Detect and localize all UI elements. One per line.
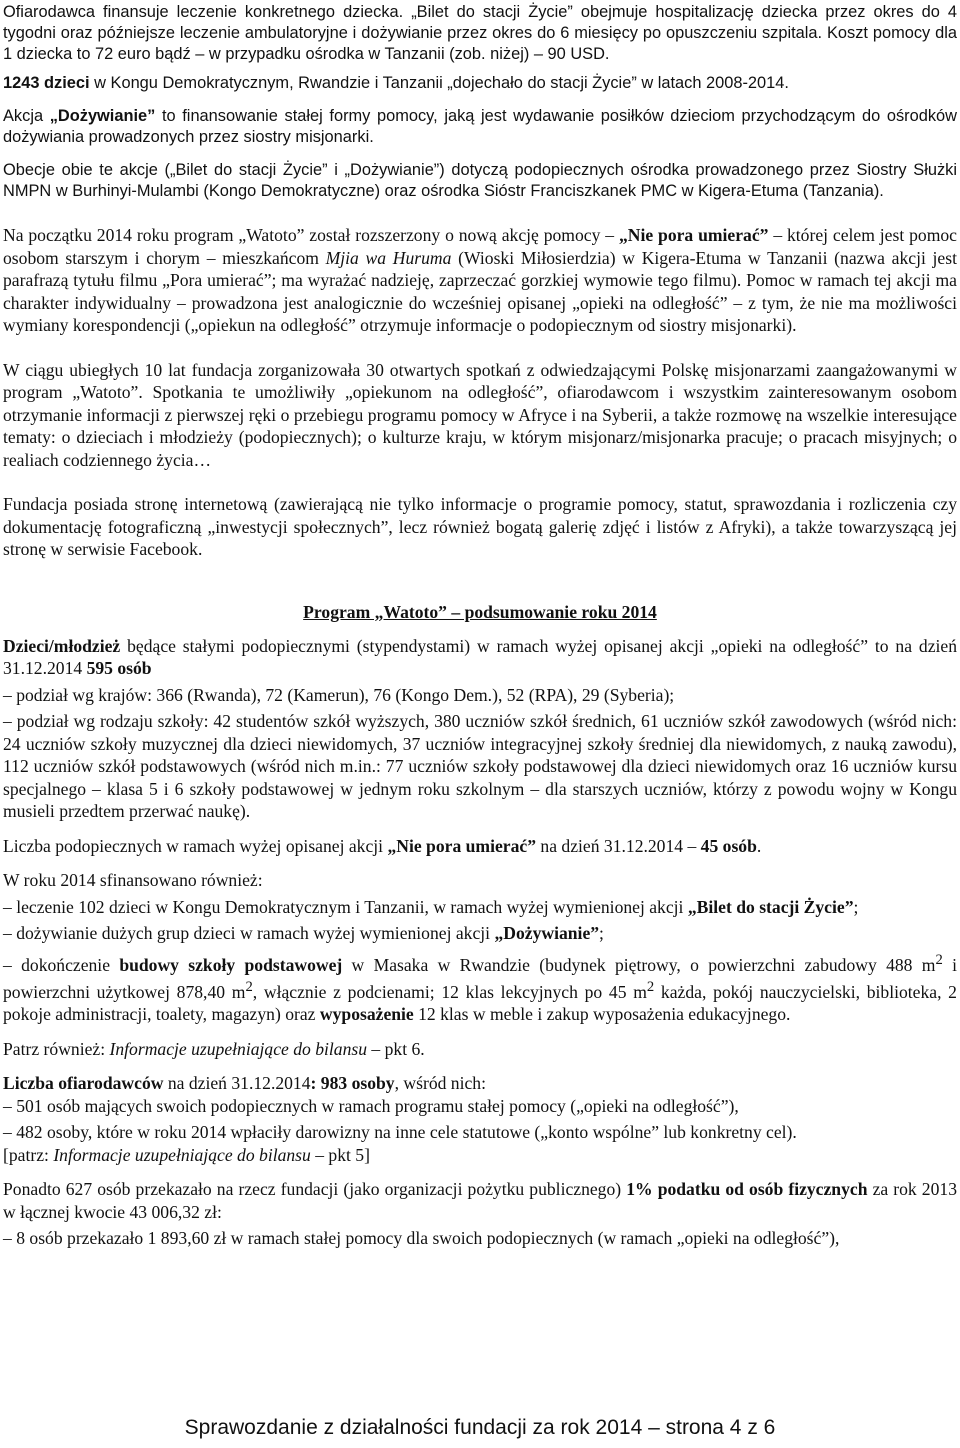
list-item-one-percent-sponsors: [3, 1227, 957, 1250]
bold-text: 1243 dzieci: [3, 74, 90, 92]
paragraph-one-percent: [3, 1178, 957, 1223]
italic-text: Mjia wa Huruma: [325, 247, 452, 268]
text: – 482 osoby, które w roku 2014 wpłaciły darowizny na inne cele statutowe („konto wspólne” lub konkretny cel).: [3, 1122, 797, 1143]
bold-text: 595 osób: [86, 658, 152, 678]
text: W ciągu ubiegłych 10 lat fundacja zorganizowała 30 otwartych spotkań z odwiedzającymi Polskę misjonarzami zaangażowanymi w program „Watoto”. Spotkania te umożliwiły „opiekunom na odległość”, ofiarodawcom i wszystkim zainteresowanym osobom otrzymanie informacji z pierwszej ręki o przebiegu programu pomocy w Afryce i na Syberii, a także rozmowę na wszelkie interesujące tematy: o dzieciach i młodzieży (podopiecznych); o kulturze kraju, w którym misjonarz/misjonarka pracuje; o pracach misyjnych; o realiach codziennego życia…: [3, 359, 957, 470]
text: na dzień 31.12.2014: [163, 1073, 311, 1094]
text: [patrz:: [3, 1144, 54, 1165]
superscript: 2: [245, 978, 253, 995]
bold-text: 45 osób: [700, 835, 757, 856]
text: – 8 osób przekazało 1 893,60 zł w ramach stałej pomocy dla swoich podopiecznych (w ramach „opieki na odległość”),: [3, 1228, 840, 1249]
text: Ofiarodawca finansuje leczenie konkretnego dziecka. „Bilet do stacji Życie” obejmuje hospitalizację dziecka przez okres do 4 tygodni oraz późniejsze leczenie ambulatoryjne i dożywianie przez okres do 6 miesięcy po opuszczeniu szpitala. Koszt pomocy dla 1 dziecka to 72 euro bądź – w przypadku ośrodka w Tanzanii (zob. niżej) – 90 USD.: [3, 3, 957, 63]
text: – podział wg krajów: 366 (Rwanda), 72 (Kamerun), 76 (Kongo Dem.), 52 (RPA), 29 (Syberia);: [3, 684, 675, 705]
text: i powierzchni użytkowej 878,40 m: [3, 954, 957, 1002]
text: Fundacja posiada stronę internetową (zawierającą nie tylko informacje o programie pomocy, statut, sprawozdania i rozliczenia czy dokumentację fotograficzną „inwestycji społecznych”, lecz również bogatą galerię zdjęć i listów z Afryki), a także towarzyszącą jej stronę w serwisie Facebook.: [3, 494, 957, 559]
bold-text: budowy szkoły podstawowej: [119, 954, 343, 975]
list-item-donors-other: [3, 1121, 957, 1144]
text: – leczenie 102 dzieci w Kongu Demokratycznym i Tanzanii, w ramach wyżej wymienionej akcji: [3, 896, 688, 917]
list-item-school-building: [3, 949, 957, 1026]
text: W roku 2014 sfinansowano również:: [3, 870, 263, 890]
text: (Wioski Miłosierdzia) w Kigera-Etuma w Tanzanii (nazwa akcji jest parafrazą tytułu filmu „Pora umierać”; ma wyrażać nadzieję, zaprzeczać gorzkiej wymowie tego filmu). Pomoc w ramach tej akcji ma charakter indywidualny – prowadzona jest analogicznie do wcześniej opisanej „opieki na odległość” – z tym, że nie ma możliwości wymiany korespondencji („opiekun na odległość” otrzymuje informacje o podopiecznym od siostry misjonarki).: [3, 247, 957, 335]
bold-text: Liczba ofiarodawców: [3, 1073, 164, 1094]
text: , włącznie z podcienami; 12 klas lekcyjnych po 45 m: [252, 981, 647, 1002]
text: , wśród nich:: [394, 1073, 486, 1094]
text: będące stałymi podopiecznymi (stypendystami) w ramach wyżej opisanej akcji „opieki na odległość” to na dzień 31.12.2014: [3, 635, 957, 678]
section-heading: Program „Watoto” – podsumowanie roku 2014: [303, 601, 657, 622]
text: – podział wg rodzaju szkoły: 42 studentów szkół wyższych, 380 uczniów szkół średnich, 61 uczniów szkół zawodowych (wśród nich: 24 uczniów szkoły muzycznej dla dzieci niewidomych, 37 uczniów integracyjnej szkoły średniej dla niewidomych, z nauką zawodu), 112 uczniów szkół podstawowych (wśród nich m.in.: 77 uczniów szkoły podstawowej dla dzieci niewidomych oraz 16 uczniów kursu specjalnego – klasa 5 i 6 szkoły podstawowej w jednym roku szkolnym – dla starszych uczniów, którzy z powodu wojny w Kongu musieli przedtem przerwać naukę).: [3, 711, 957, 821]
superscript: 2: [935, 951, 943, 968]
bold-text: „Dożywianie”: [49, 107, 156, 125]
bold-text: Dzieci/młodzież: [3, 635, 121, 656]
text: Akcja: [3, 107, 50, 125]
text: – której celem jest pomoc osobom starszym i chorym – mieszkańcom: [3, 225, 957, 268]
list-item-treatment: [3, 896, 957, 919]
bold-text: „Bilet do stacji Życie”: [687, 896, 854, 917]
text: – pkt 6.: [367, 1038, 425, 1059]
text: ;: [853, 896, 859, 917]
bold-text: wyposażenie: [319, 1004, 414, 1025]
text: to finansowanie stałej formy pomocy, jaką jest wydawanie posiłków dzieciom przychodzącym do ośrodków dożywiania prowadzonych przez siostry misjonarki.: [3, 107, 958, 146]
text: Liczba podopiecznych w ramach wyżej opisanej akcji: [3, 835, 388, 856]
bold-text: : 983 osoby: [310, 1073, 395, 1094]
text: ;: [599, 923, 604, 943]
text: za rok 2013 w łącznej kwocie 43 006,32 zł:: [3, 1179, 957, 1222]
paragraph-financed-also: [3, 869, 957, 892]
text: – dożywianie dużych grup dzieci w ramach wyżej wymienionej akcji: [3, 923, 495, 943]
text: w Kongu Demokratycznym, Rwandzie i Tanzanii „dojechało do stacji Życie” w latach 2008-2014.: [89, 74, 789, 92]
paragraph-nie-pora-count: [3, 835, 957, 858]
paragraph-children-count: [3, 73, 957, 94]
text: Na początku 2014 roku program „Watoto” został rozszerzony o nową akcję pomocy –: [3, 225, 619, 245]
paragraph-bilet-description: [3, 2, 957, 65]
list-item-donors-sponsors: [3, 1095, 957, 1118]
bold-text: „Nie pora umierać”: [618, 225, 769, 245]
bold-text: „Dożywianie”: [494, 923, 600, 943]
italic-text: Informacje uzupełniające do bilansu: [109, 1038, 368, 1059]
page-footer: Sprawozdanie z działalności fundacji za rok 2014 – strona 4 z 6: [184, 1416, 776, 1439]
italic-text: Informacje uzupełniające do bilansu: [53, 1144, 311, 1165]
bold-text: „Nie pora umierać”: [387, 835, 536, 856]
text: – 501 osób mających swoich podopiecznych w ramach programu stałej pomocy („opieki na odległość”),: [3, 1095, 739, 1116]
list-item-countries: [3, 684, 957, 707]
superscript: 2: [646, 978, 655, 995]
text: 12 klas w meble i zakup wyposażenia edukacyjnego.: [413, 1004, 791, 1025]
list-item-feeding: [3, 922, 957, 945]
paragraph-dozywianie: [3, 106, 957, 148]
paragraph-beneficiaries: [3, 635, 957, 680]
bold-text: 1% podatku od osób fizycznych: [626, 1179, 868, 1200]
paragraph-see-also: [3, 1038, 957, 1061]
paragraph-see-also-5: [3, 1144, 957, 1167]
paragraph-meetings: [3, 359, 957, 472]
text: Ponadto 627 osób przekazało na rzecz fundacji (jako organizacji pożytku publicznego): [3, 1179, 627, 1200]
paragraph-website: [3, 493, 957, 561]
text: .: [756, 835, 762, 856]
paragraph-current-actions: [3, 160, 957, 202]
text: na dzień 31.12.2014 –: [536, 835, 701, 856]
text: w Masaka w Rwandzie (budynek piętrowy, o powierzchni zabudowy 488 m: [342, 954, 936, 975]
paragraph-nie-pora-umierac: [3, 224, 957, 337]
list-item-schools: [3, 710, 957, 823]
text: każda, pokój nauczycielski, biblioteka, 2 pokoje administracji, toalety, magazyn) oraz: [3, 981, 957, 1025]
text: Patrz również:: [3, 1038, 110, 1059]
paragraph-donors: [3, 1072, 957, 1095]
text: – pkt 5]: [310, 1144, 370, 1165]
text: Obecje obie te akcje („Bilet do stacji Życie” i „Dożywianie”) dotyczą podopiecznych ośrodka prowadzonego przez Siostry Służki NMPN w Burhinyi-Mulambi (Kongo Demokratyczne) oraz ośrodka Sióstr Franciszkanek PMC w Kigera-Etuma (Tanzania).: [3, 161, 957, 200]
text: – dokończenie: [3, 954, 120, 975]
